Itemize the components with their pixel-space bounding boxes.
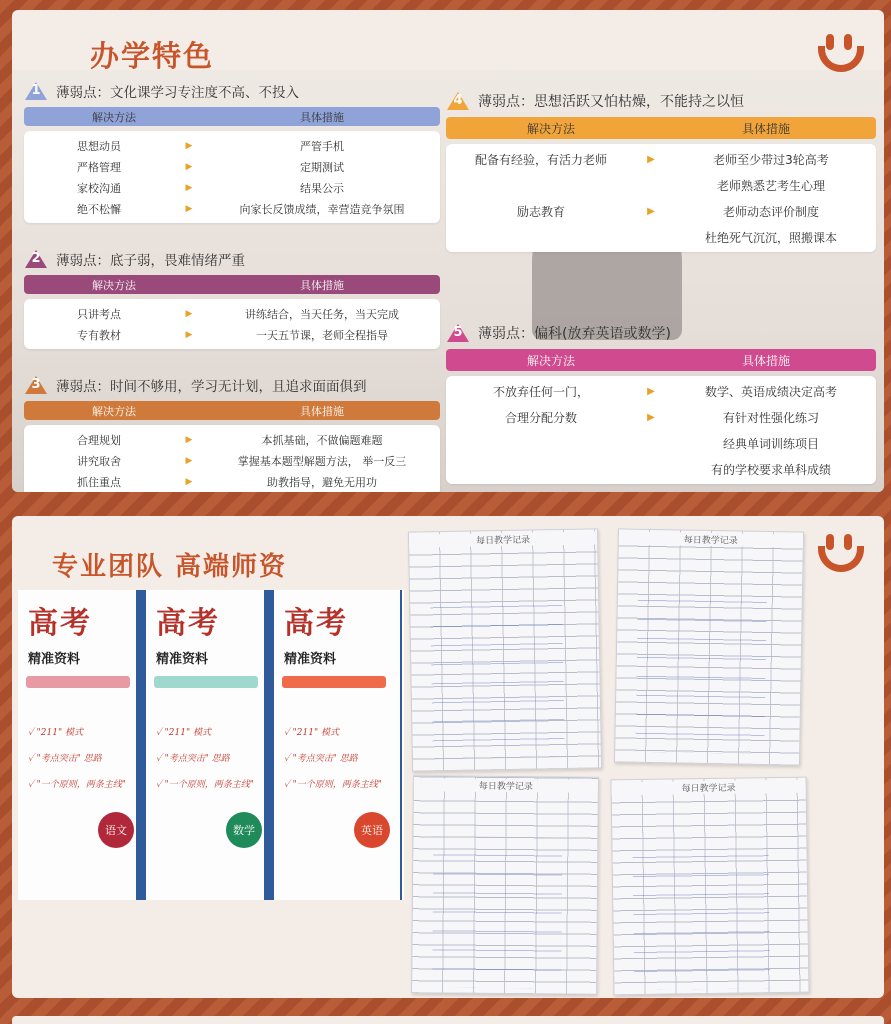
method-text: 抓住重点	[77, 475, 121, 489]
table-row	[446, 404, 876, 430]
cover-handwritten-notes	[284, 720, 382, 798]
header-method: 解决方法	[92, 110, 136, 124]
cover-handwritten-notes	[156, 720, 254, 798]
note-line: ✓ "考点突击" 思路	[28, 754, 102, 764]
triangle-right-icon: ▶	[185, 308, 193, 319]
weakpoint-block	[24, 248, 440, 349]
column-header-bar	[446, 349, 876, 371]
method-text: 绝不松懈	[77, 202, 121, 216]
school-features-panel	[12, 10, 884, 492]
sheet-title: 每日教学记录	[414, 778, 598, 793]
method-text: 合理分配分数	[504, 410, 577, 425]
table-row	[446, 146, 876, 172]
measure-text: 老师动态评价制度	[722, 204, 819, 219]
weakpoint-title: 薄弱点：偏科(放弃英语或数学)	[478, 326, 671, 342]
section-title: 办学特色	[90, 39, 215, 73]
table-row	[446, 378, 876, 404]
weakpoint-block	[24, 374, 440, 492]
measure-text: 助教指导，避免无用功	[267, 475, 377, 489]
table-row	[24, 303, 440, 324]
measure-text: 老师熟悉艺考生心理	[716, 178, 825, 193]
measure-text: 老师至少带过3轮高考	[713, 152, 829, 167]
method-text: 不放弃任何一门，	[492, 384, 589, 399]
measure-text: 有的学校要求单科成绩	[710, 462, 831, 477]
handwriting	[635, 590, 767, 755]
triangle-right-icon: ▶	[647, 411, 655, 423]
table-row	[446, 224, 876, 250]
header-method: 解决方法	[92, 404, 136, 418]
measure-text: 一天五节课，老师全程指导	[256, 328, 388, 342]
next-panel-edge	[12, 1016, 884, 1024]
measure-text: 经典单词训练项目	[722, 436, 819, 451]
column-header-bar	[446, 117, 876, 139]
cover-subtitle: 精准资料	[156, 652, 209, 667]
subject-badge: 语文	[98, 812, 134, 848]
number-badge-label: 5	[453, 325, 463, 340]
cover-color-strip	[282, 676, 386, 688]
sheet-title: 每日教学记录	[619, 531, 803, 547]
triangle-right-icon: ▶	[185, 476, 193, 487]
table-row	[446, 456, 876, 482]
method-text: 思想动员	[77, 139, 121, 153]
sheet-title: 每日教学记录	[409, 531, 597, 547]
cover-title: 高考	[28, 606, 92, 641]
measure-text: 向家长反馈成绩，幸营造竞争氛围	[239, 202, 405, 216]
header-measure: 具体措施	[741, 121, 790, 136]
triangle-right-icon: ▶	[185, 434, 193, 445]
method-text: 家校沟通	[77, 181, 121, 195]
table-row	[24, 135, 440, 156]
cover-title: 高考	[156, 606, 220, 641]
weakpoint-header	[24, 374, 440, 396]
method-text: 配备有经验，有活力老师	[474, 152, 607, 167]
number-badge-label: 2	[31, 251, 41, 266]
measure-text: 定期测试	[300, 160, 344, 174]
table-row	[446, 430, 876, 456]
weakpoint-block	[24, 80, 440, 223]
method-text: 专有教材	[77, 328, 121, 342]
header-method: 解决方法	[92, 278, 136, 292]
number-badge-icon	[446, 323, 470, 343]
textbook-cover	[18, 590, 146, 900]
handwriting	[432, 836, 562, 988]
header-measure: 具体措施	[741, 353, 790, 368]
teaching-record-sheet	[614, 528, 804, 765]
teaching-record-sheet	[611, 777, 810, 996]
smile-icon	[818, 534, 864, 574]
measure-text: 本抓基础，不做偏题难题	[261, 433, 383, 447]
measure-text: 严管手机	[300, 139, 344, 153]
weakpoint-header	[24, 248, 440, 270]
table-row	[24, 156, 440, 177]
table-row	[24, 198, 440, 219]
note-line: ✓ "考点突击" 思路	[284, 754, 358, 764]
header-measure: 具体措施	[300, 404, 344, 418]
triangle-right-icon: ▶	[185, 455, 193, 466]
subject-badge: 数学	[226, 812, 262, 848]
table-row	[24, 429, 440, 450]
note-line: ✓ "一个原则，两条主线"	[28, 780, 126, 790]
header-method: 解决方法	[526, 353, 575, 368]
measures-card	[24, 299, 440, 349]
table-row	[24, 450, 440, 471]
team-panel	[12, 516, 884, 998]
weakpoint-header	[24, 80, 440, 102]
table-row	[24, 471, 440, 492]
number-badge-label: 3	[31, 377, 41, 392]
triangle-right-icon: ▶	[185, 329, 193, 340]
cover-subtitle: 精准资料	[284, 652, 337, 667]
method-text: 讲究取舍	[77, 454, 121, 468]
cover-title: 高考	[284, 606, 348, 641]
weakpoint-title: 薄弱点：时间不够用，学习无计划，且追求面面俱到	[56, 379, 367, 395]
team-title: 专业团队 高端师资	[52, 552, 288, 582]
cover-color-strip	[154, 676, 258, 688]
triangle-right-icon: ▶	[185, 140, 193, 151]
number-badge-label: 4	[453, 93, 463, 108]
weakpoint-title: 薄弱点：文化课学习专注度不高、不投入	[56, 85, 299, 101]
textbook-covers	[18, 590, 404, 900]
handwriting	[430, 590, 564, 759]
note-line: ✓ "211" 模式	[28, 728, 83, 738]
measures-card	[446, 144, 876, 252]
weakpoint-header	[446, 322, 876, 344]
sheet-title: 每日教学记录	[612, 780, 806, 796]
measures-card	[24, 425, 440, 492]
subject-badge: 英语	[354, 812, 390, 848]
measure-text: 掌握基本题型解题方法， 举一反三	[237, 454, 407, 468]
note-line: ✓ "211" 模式	[156, 728, 211, 738]
note-line: ✓ "考点突击" 思路	[156, 754, 230, 764]
note-line: ✓ "一个原则，两条主线"	[156, 780, 254, 790]
header-measure: 具体措施	[300, 278, 344, 292]
method-text: 严格管理	[77, 160, 121, 174]
table-row	[24, 324, 440, 345]
weakpoint-title: 薄弱点：底子弱，畏难情绪严重	[56, 253, 245, 269]
number-badge-label: 1	[31, 83, 41, 98]
measure-text: 杜绝死气沉沉，照搬课本	[704, 230, 837, 245]
table-row	[446, 172, 876, 198]
header-measure: 具体措施	[300, 110, 344, 124]
measures-card	[446, 376, 876, 484]
header-method: 解决方法	[526, 121, 575, 136]
triangle-right-icon: ▶	[647, 205, 655, 217]
number-badge-icon	[446, 91, 470, 111]
measure-text: 有针对性强化练习	[722, 410, 819, 425]
note-line: ✓ "一个原则，两条主线"	[284, 780, 382, 790]
textbook-cover	[274, 590, 402, 900]
measure-text: 结果公示	[300, 181, 344, 195]
number-badge-icon	[24, 249, 48, 269]
textbook-cover	[146, 590, 274, 900]
cover-color-strip	[26, 676, 130, 688]
number-badge-icon	[24, 375, 48, 395]
cover-subtitle: 精准资料	[28, 652, 81, 667]
teaching-record-sheet	[408, 528, 602, 771]
cover-handwritten-notes	[28, 720, 126, 798]
table-row	[446, 198, 876, 224]
triangle-right-icon: ▶	[185, 182, 193, 193]
measure-text: 讲练结合，当天任务，当天完成	[245, 307, 399, 321]
handwriting	[632, 838, 770, 990]
triangle-right-icon: ▶	[647, 385, 655, 397]
weakpoint-block	[446, 322, 876, 484]
measure-text: 数学、英语成绩决定高考	[704, 384, 837, 399]
triangle-right-icon: ▶	[185, 203, 193, 214]
triangle-right-icon: ▶	[647, 153, 655, 165]
triangle-right-icon: ▶	[185, 161, 193, 172]
teaching-record-sheet	[411, 775, 599, 995]
column-header-bar	[24, 107, 440, 126]
smile-icon	[818, 34, 864, 74]
table-row	[24, 177, 440, 198]
method-text: 励志教育	[516, 204, 565, 219]
number-badge-icon	[24, 81, 48, 101]
method-text: 合理规划	[77, 433, 121, 447]
weakpoint-block	[446, 90, 876, 252]
weakpoint-header	[446, 90, 876, 112]
weakpoint-title: 薄弱点：思想活跃又怕枯燥，不能持之以恒	[478, 94, 744, 110]
method-text: 只讲考点	[77, 307, 121, 321]
note-line: ✓ "211" 模式	[284, 728, 339, 738]
measures-card	[24, 131, 440, 223]
column-header-bar	[24, 275, 440, 294]
column-header-bar	[24, 401, 440, 420]
